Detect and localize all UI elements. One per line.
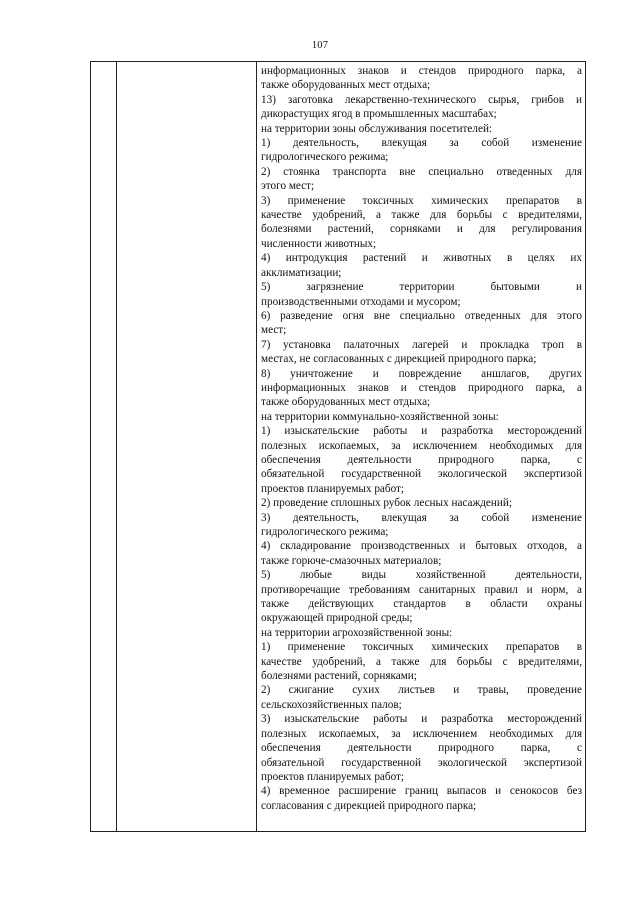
table-row — [91, 62, 586, 832]
text-line: обязательной государственной экологической экспертизой — [261, 468, 582, 481]
text-line: также действующих стандартов в области охраны — [261, 598, 582, 611]
text-line: 8) уничтожение и повреждение аншлагов, других — [261, 367, 582, 380]
restrictions-text — [261, 64, 582, 813]
text-line: информационных знаков и стендов природного парка, а — [261, 381, 582, 394]
text-line: информационных знаков и стендов природного парка, а — [261, 65, 582, 77]
text-line: болезнями растений, сорняками; — [261, 670, 417, 683]
text-line: противоречащие требованиям санитарных правил и норм, а — [261, 583, 582, 596]
text-line: 5) загрязнение территории бытовыми и — [261, 281, 582, 294]
text-line: 2) проведение сплошных рубок лесных насаждений; — [261, 497, 512, 510]
text-line: 6) разведение огня вне специально отведенных для этого — [261, 309, 582, 322]
text-line: 7) установка палаточных лагерей и прокладка троп в — [261, 338, 582, 351]
text-line: 4) интродукция растений и животных в целях их — [261, 252, 582, 265]
text-line: 3) деятельность, влекущая за собой изменение — [261, 511, 582, 524]
text-line: также горюче-смазочных материалов; — [261, 554, 442, 567]
text-line: местах, не согласованных с дирекцией природного парка; — [261, 353, 537, 366]
text-line: сельскохозяйственных палов; — [261, 698, 402, 711]
table-cell-number — [91, 62, 117, 832]
text-line: 4) складирование производственных и бытовых отходов, а — [261, 540, 582, 553]
text-line: также оборудованных мест отдыха; — [261, 396, 431, 409]
text-line: 2) стоянка транспорта вне специально отведенных для — [261, 165, 582, 178]
text-line: 4) временное расширение границ выпасов и сенокосов без — [261, 785, 582, 798]
text-line: акклиматизации; — [261, 266, 342, 279]
text-line: обеспечения деятельности природного парка, с — [261, 742, 582, 755]
text-line: болезнями растений, сорняками и для регулирования — [261, 223, 582, 236]
text-line: проектов планируемых работ; — [261, 482, 405, 495]
table-cell-zone — [117, 62, 257, 832]
text-line: качестве удобрений, а также для борьбы с вредителями, — [261, 209, 582, 222]
text-line: качестве удобрений, а также для борьбы с вредителями, — [261, 655, 582, 668]
text-line: 5) любые виды хозяйственной деятельности, — [261, 569, 582, 582]
text-line: этого мест; — [261, 180, 315, 193]
text-line: на территории зоны обслуживания посетителей: — [261, 122, 493, 135]
text-line: гидрологического режима; — [261, 526, 389, 538]
text-line: 13) заготовка лекарственно-технического сырья, грибов и — [261, 93, 582, 106]
text-line: мест; — [261, 324, 287, 337]
table-cell-restrictions — [257, 62, 586, 832]
text-line: обязательной государственной экологической экспертизой — [261, 756, 582, 769]
text-line: полезных ископаемых, за исключением необходимых для — [261, 439, 582, 452]
text-line: 1) деятельность, влекущая за собой изменение — [261, 137, 582, 150]
restrictions-table — [90, 61, 586, 832]
text-line: гидрологического режима; — [261, 151, 389, 164]
text-line: проектов планируемых работ; — [261, 770, 405, 783]
text-line: полезных ископаемых, за исключением необходимых для — [261, 727, 582, 740]
text-line: 1) применение токсичных химических препаратов в — [261, 641, 582, 654]
text-line: согласования с дирекцией природного парка; — [261, 799, 477, 812]
text-line: на территории агрохозяйственной зоны: — [261, 626, 453, 639]
text-line: окружающей природной среды; — [261, 612, 413, 625]
text-line: также оборудованных мест отдыха; — [261, 79, 431, 92]
text-line: обеспечения деятельности природного парка, с — [261, 453, 582, 466]
text-line: производственными отходами и мусором; — [261, 295, 461, 308]
text-line: на территории коммунально-хозяйственной зоны: — [261, 410, 499, 423]
text-line: численности животных; — [261, 237, 377, 250]
page-number: 107 — [311, 40, 329, 51]
text-line: 2) сжигание сухих листьев и травы, проведение — [261, 684, 582, 697]
text-line: 3) изыскательские работы и разработка месторождений — [261, 713, 582, 726]
text-line: дикорастущих ягод в промышленных масштабах; — [261, 108, 497, 121]
text-line: 3) применение токсичных химических препаратов в — [261, 194, 582, 207]
text-line: 1) изыскательские работы и разработка месторождений — [261, 425, 582, 438]
